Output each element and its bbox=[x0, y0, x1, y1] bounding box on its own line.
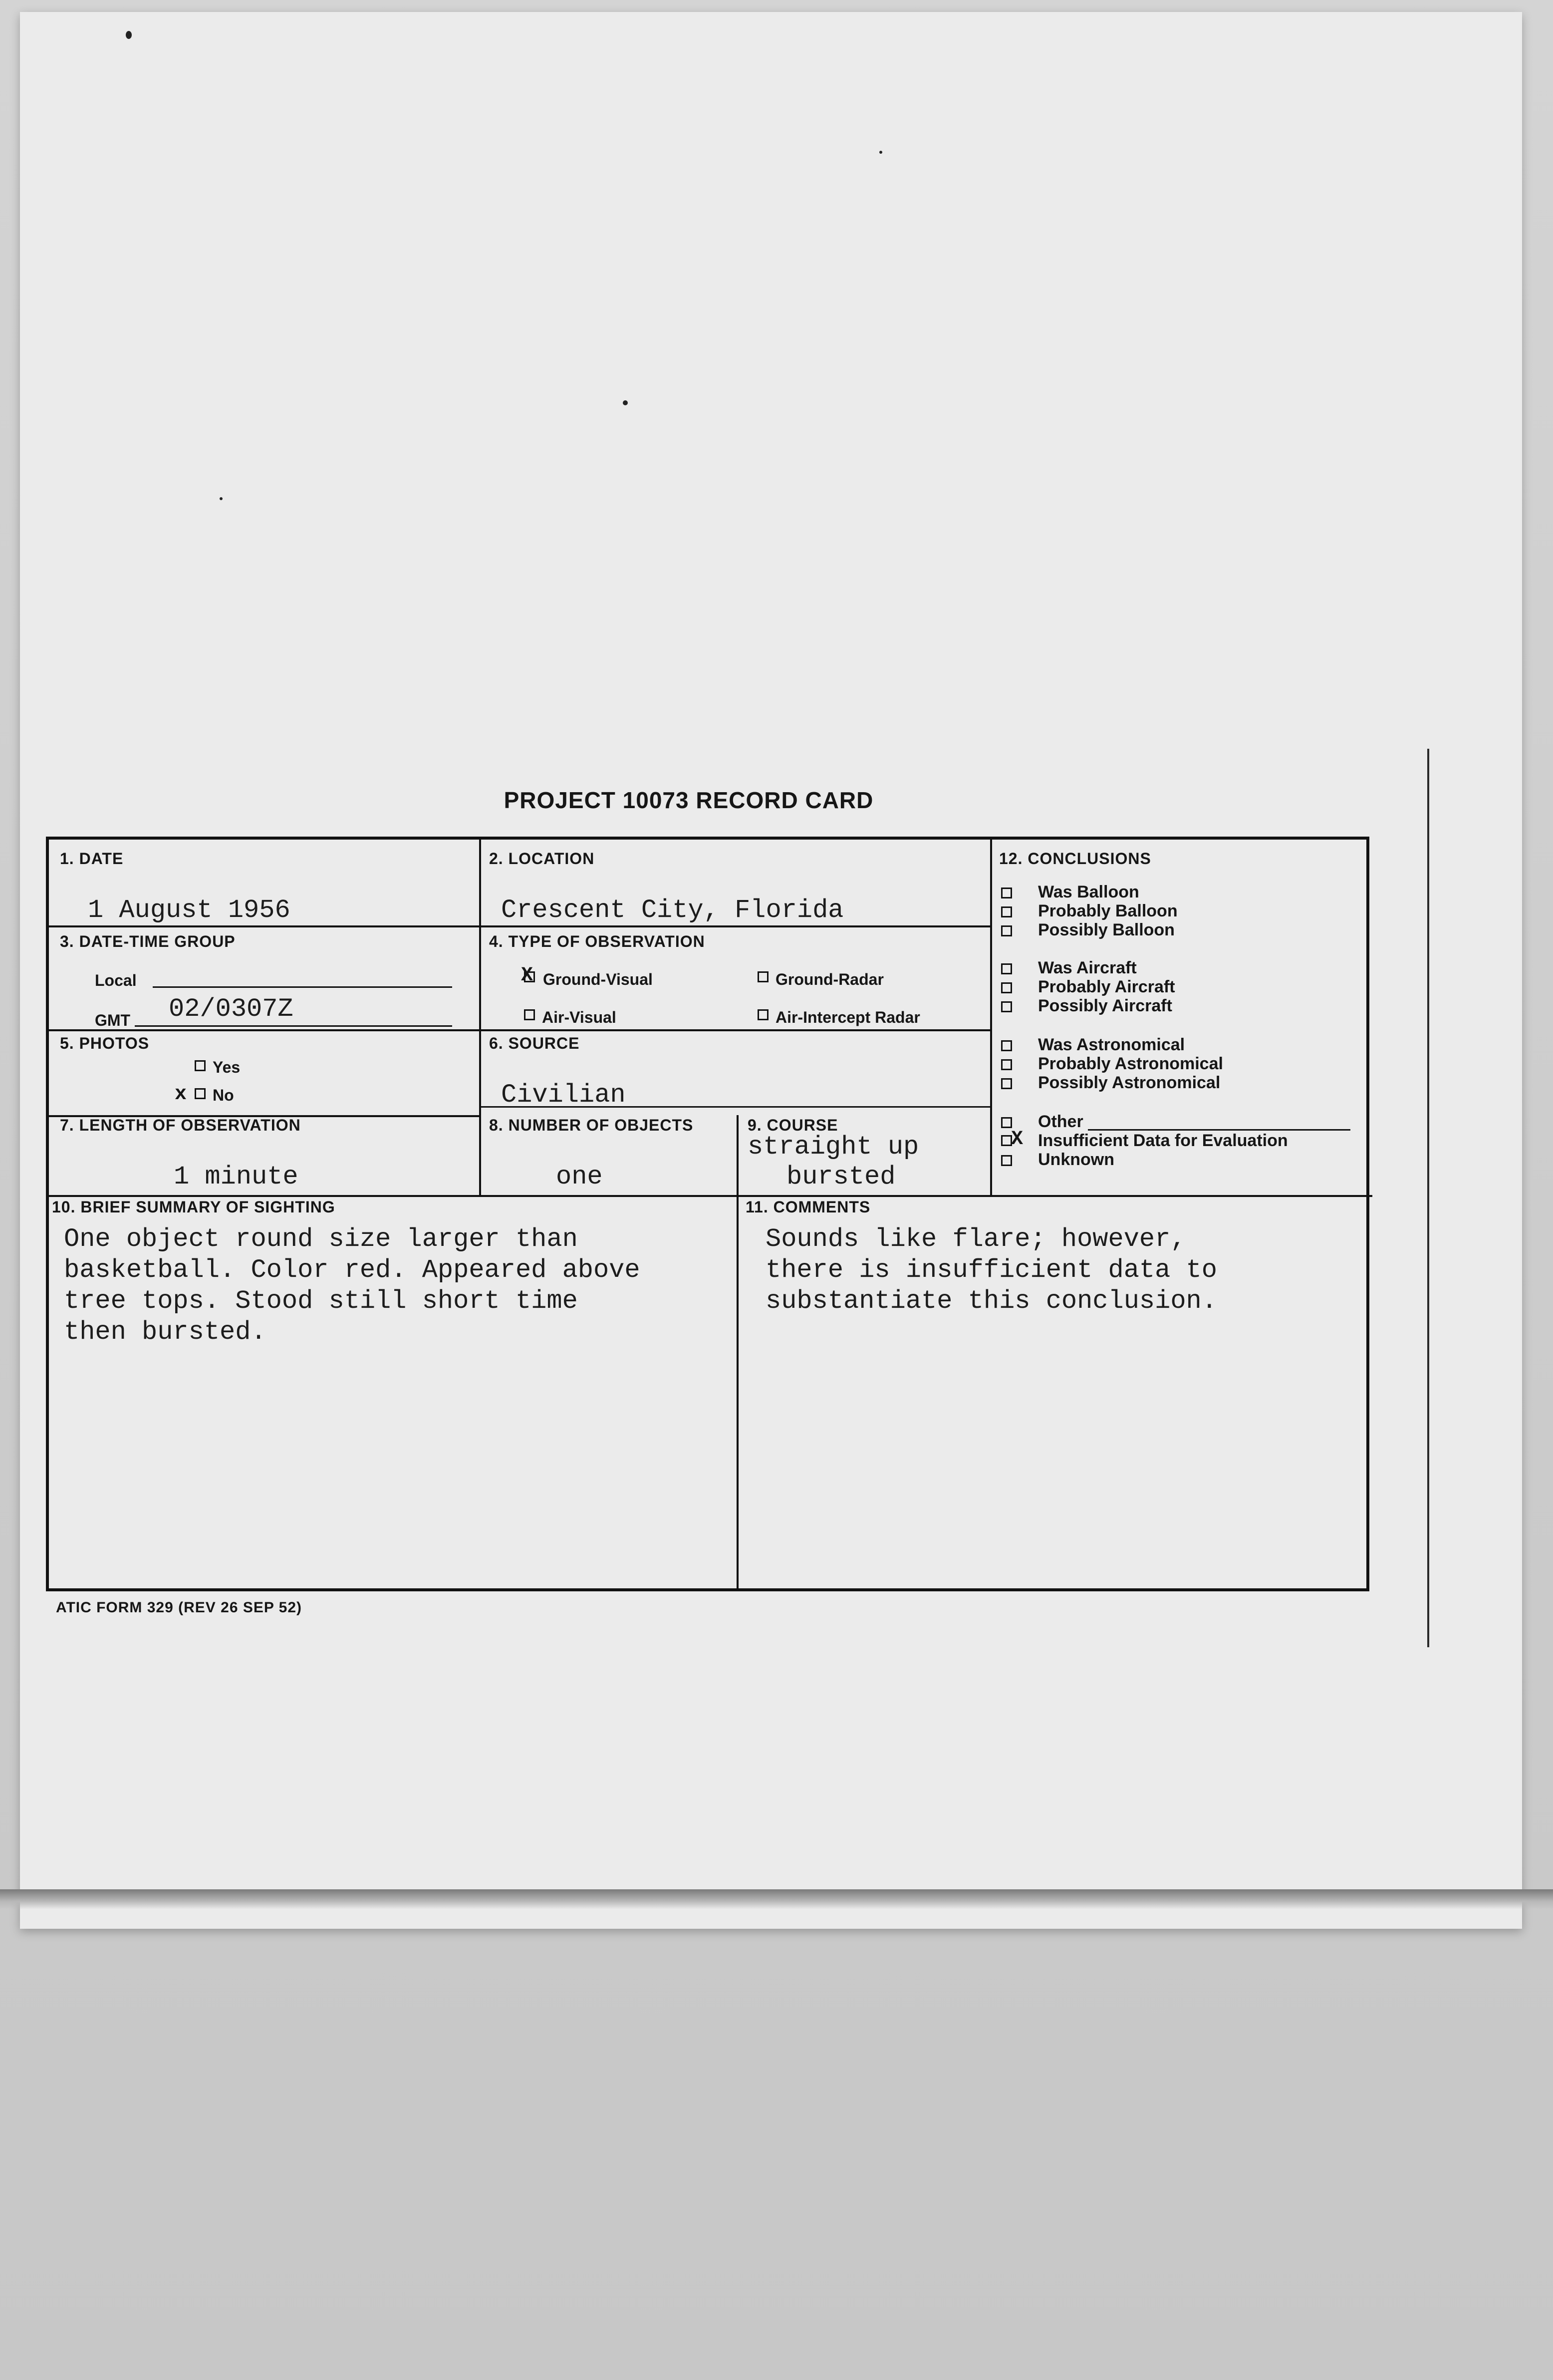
comments-line: substantiate this conclusion. bbox=[766, 1286, 1217, 1316]
photos-label: 5. PHOTOS bbox=[60, 1034, 150, 1052]
dust-speck bbox=[879, 151, 882, 154]
divider bbox=[737, 1115, 739, 1195]
comments-line: Sounds like flare; however, bbox=[766, 1224, 1186, 1254]
local-underline bbox=[153, 986, 452, 988]
conclusion-label: Possibly Balloon bbox=[1038, 920, 1175, 939]
conclusion-label: Was Aircraft bbox=[1038, 958, 1137, 977]
conclusion-label: Possibly Aircraft bbox=[1038, 996, 1172, 1015]
other-underline bbox=[1088, 1129, 1350, 1131]
conclusion-label: Insufficient Data for Evaluation bbox=[1038, 1131, 1288, 1150]
conclusion-label: Other bbox=[1038, 1112, 1083, 1131]
air-visual-label: Air-Visual bbox=[542, 1008, 616, 1026]
air-intercept-radar-checkbox[interactable] bbox=[758, 1009, 769, 1020]
gmt-label: GMT bbox=[95, 1011, 131, 1029]
brief-summary-line: tree tops. Stood still short time bbox=[64, 1286, 578, 1316]
conclusion-label: Was Astronomical bbox=[1038, 1035, 1185, 1054]
conclusion-checkbox[interactable] bbox=[1001, 1155, 1012, 1166]
conclusion-checkbox[interactable] bbox=[1001, 963, 1012, 974]
card-title: PROJECT 10073 RECORD CARD bbox=[504, 787, 874, 813]
conclusion-checkbox[interactable] bbox=[1001, 1040, 1012, 1051]
dust-speck bbox=[220, 497, 223, 500]
length-of-observation-value: 1 minute bbox=[174, 1162, 298, 1191]
conclusion-checkbox[interactable] bbox=[1001, 888, 1012, 898]
divider bbox=[737, 1195, 739, 1591]
source-value: Civilian bbox=[501, 1080, 626, 1110]
number-of-objects-value: one bbox=[556, 1162, 603, 1191]
length-of-observation-label: 7. LENGTH OF OBSERVATION bbox=[60, 1116, 301, 1134]
photos-no-mark: x bbox=[175, 1083, 187, 1106]
conclusions-label: 12. CONCLUSIONS bbox=[999, 850, 1151, 868]
comments-line: there is insufficient data to bbox=[766, 1255, 1217, 1285]
location-value: Crescent City, Florida bbox=[501, 895, 844, 925]
conclusion-checkbox[interactable] bbox=[1001, 906, 1012, 917]
location-label: 2. LOCATION bbox=[489, 850, 595, 868]
brief-summary-line: then bursted. bbox=[64, 1317, 266, 1347]
divider bbox=[49, 1029, 990, 1031]
conclusion-checkbox[interactable] bbox=[1001, 1001, 1012, 1012]
conclusion-checkbox[interactable] bbox=[1001, 1078, 1012, 1089]
conclusion-label: Probably Aircraft bbox=[1038, 977, 1175, 996]
course-line: bursted bbox=[786, 1162, 896, 1191]
gmt-value: 02/0307Z bbox=[169, 994, 293, 1024]
conclusion-label: Was Balloon bbox=[1038, 883, 1139, 901]
insufficient-data-checkbox[interactable] bbox=[1001, 1135, 1012, 1146]
divider bbox=[49, 925, 990, 927]
paper-bottom-edge bbox=[0, 1889, 1553, 1909]
photos-yes-label: Yes bbox=[213, 1058, 241, 1076]
brief-summary-line: One object round size larger than bbox=[64, 1224, 578, 1254]
course-line: straight up bbox=[748, 1132, 919, 1162]
conclusion-label: Probably Balloon bbox=[1038, 901, 1178, 920]
course-label: 9. COURSE bbox=[748, 1116, 838, 1134]
date-label: 1. DATE bbox=[60, 850, 124, 868]
brief-summary-line: basketball. Color red. Appeared above bbox=[64, 1255, 640, 1285]
local-label: Local bbox=[95, 971, 137, 989]
photos-yes-checkbox[interactable] bbox=[195, 1060, 206, 1071]
ground-radar-label: Ground-Radar bbox=[776, 970, 884, 988]
conclusion-checkbox[interactable] bbox=[1001, 982, 1012, 993]
photos-no-label: No bbox=[213, 1086, 234, 1104]
divider bbox=[49, 1195, 1372, 1197]
conclusion-label: Possibly Astronomical bbox=[1038, 1073, 1221, 1092]
datetime-group-label: 3. DATE-TIME GROUP bbox=[60, 932, 236, 950]
form-number: ATIC FORM 329 (REV 26 SEP 52) bbox=[56, 1599, 302, 1616]
conclusion-label: Probably Astronomical bbox=[1038, 1054, 1223, 1073]
air-intercept-radar-label: Air-Intercept Radar bbox=[776, 1008, 920, 1026]
gmt-underline bbox=[135, 1025, 452, 1027]
ground-visual-mark: X bbox=[521, 964, 533, 987]
ground-visual-label: Ground-Visual bbox=[543, 970, 653, 988]
comments-label: 11. COMMENTS bbox=[746, 1198, 871, 1216]
divider bbox=[990, 840, 992, 1195]
source-label: 6. SOURCE bbox=[489, 1034, 580, 1052]
dust-speck bbox=[126, 31, 132, 39]
type-of-observation-label: 4. TYPE OF OBSERVATION bbox=[489, 932, 705, 950]
date-value: 1 August 1956 bbox=[88, 895, 290, 925]
conclusion-checkbox[interactable] bbox=[1001, 925, 1012, 936]
divider bbox=[479, 840, 481, 1195]
photos-no-checkbox[interactable] bbox=[195, 1088, 206, 1099]
paper-fold-line bbox=[1427, 749, 1429, 1647]
dust-speck bbox=[623, 400, 628, 405]
conclusion-label: Unknown bbox=[1038, 1150, 1114, 1169]
ground-radar-checkbox[interactable] bbox=[758, 971, 769, 982]
record-card bbox=[46, 837, 1369, 1591]
number-of-objects-label: 8. NUMBER OF OBJECTS bbox=[489, 1116, 694, 1134]
brief-summary-label: 10. BRIEF SUMMARY OF SIGHTING bbox=[52, 1198, 335, 1216]
insufficient-data-mark: X bbox=[1011, 1128, 1024, 1151]
conclusion-checkbox[interactable] bbox=[1001, 1059, 1012, 1070]
conclusion-checkbox[interactable] bbox=[1001, 1117, 1012, 1128]
air-visual-checkbox[interactable] bbox=[524, 1009, 535, 1020]
